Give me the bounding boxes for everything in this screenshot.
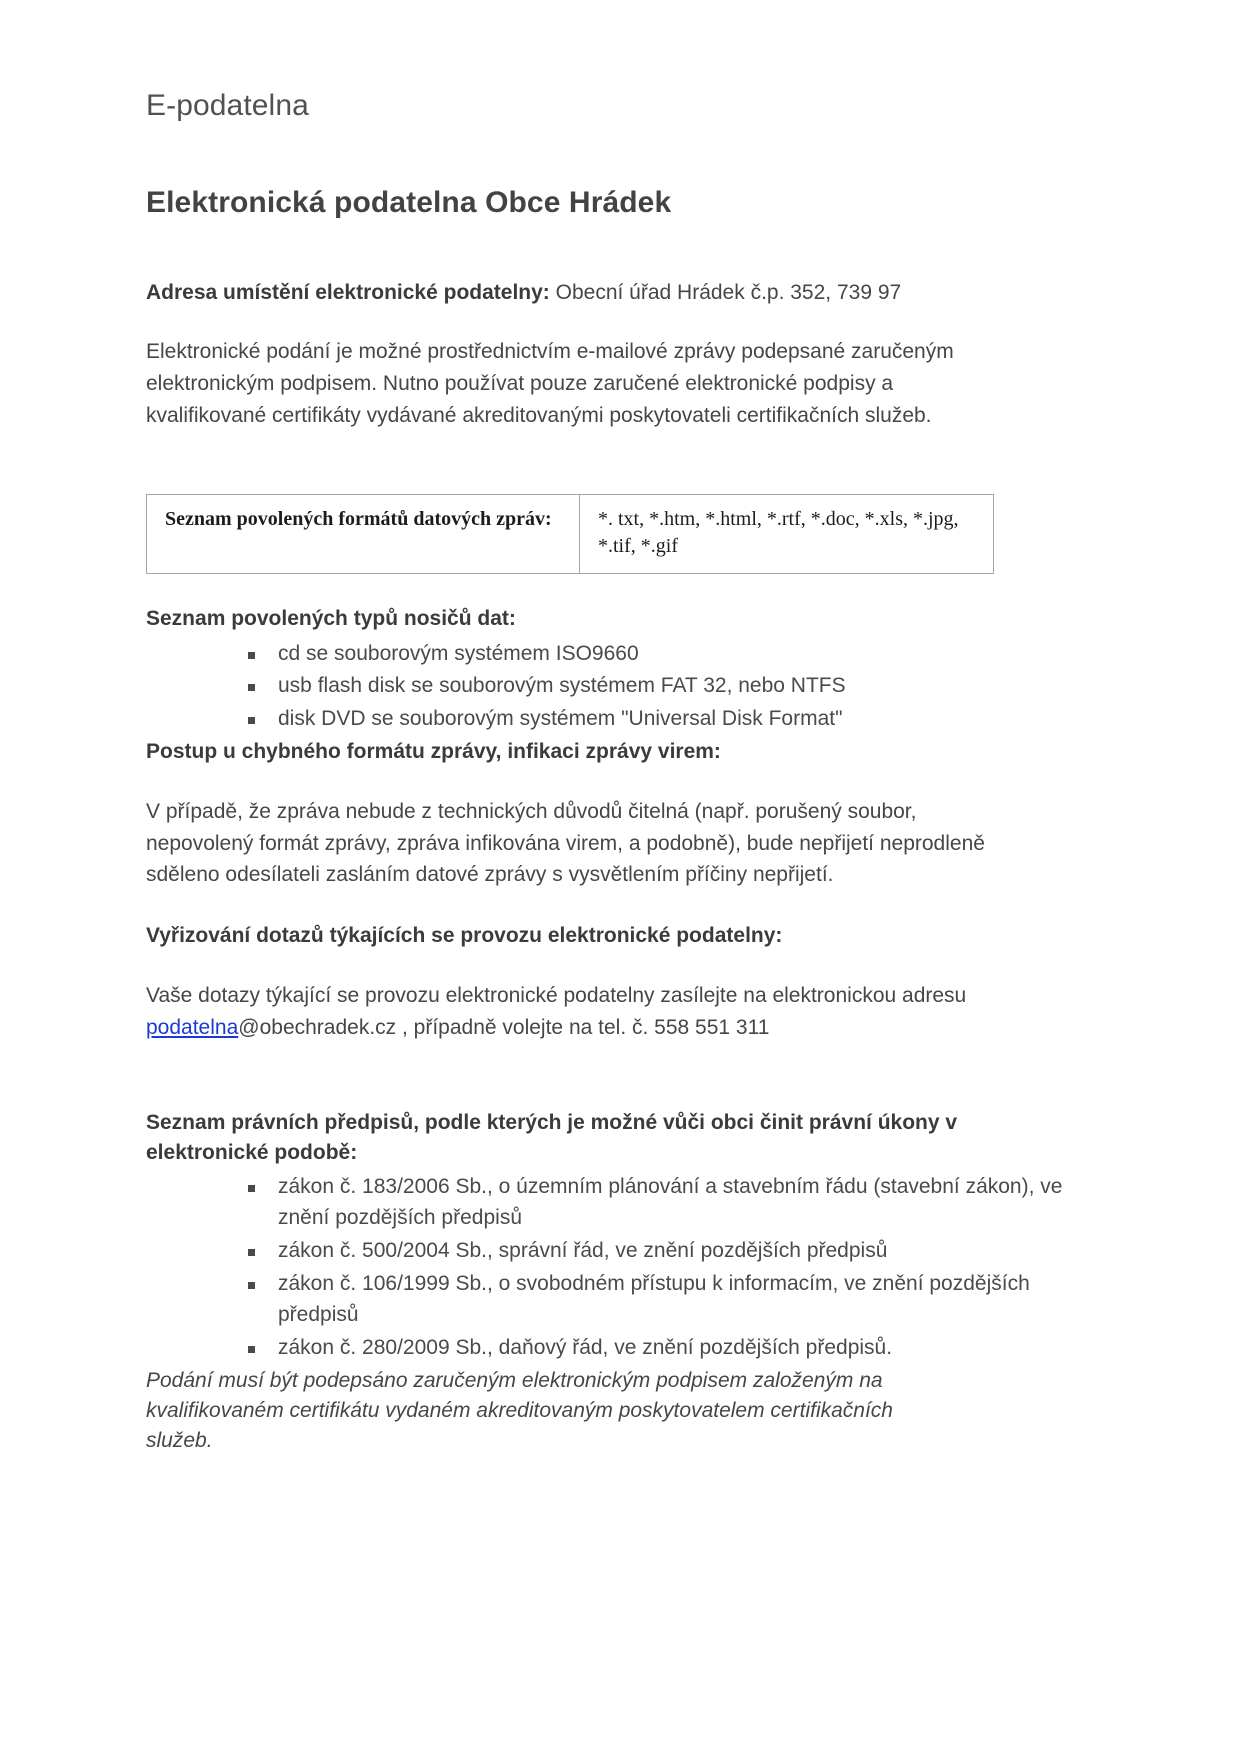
list-item: zákon č. 280/2009 Sb., daňový řád, ve znění pozdějších předpisů. xyxy=(242,1333,1068,1364)
intro-paragraph: Elektronické podání je možné prostřednictvím e-mailové zprávy podepsané zaručeným elektronickým podpisem. Nutno používat pouze zaručené elektronické podpisy a kvalifikované certifikáty vydávané akreditovanými poskytovateli certifikačních služeb. xyxy=(146,340,954,428)
contact-section-heading: Vyřizování dotazů týkajících se provozu elektronické podatelny: xyxy=(146,924,783,948)
formats-label-cell: Seznam povolených formátů datových zpráv: xyxy=(147,495,580,574)
podatelna-email-link[interactable]: podatelna xyxy=(146,1015,239,1039)
list-item: disk DVD se souborovým systémem "Universal Disk Format" xyxy=(242,704,1068,735)
address-line xyxy=(146,278,1094,308)
carriers-heading: Seznam povolených typů nosičů dat: xyxy=(146,607,516,631)
section-spacer xyxy=(146,1044,1094,1078)
laws-list xyxy=(146,1172,1094,1363)
closing-note: Podání musí být podepsáno zaručeným elektronickým podpisem založeným na kvalifikovaném certifikátu vydaném akreditovaným poskytovatelem certifikačních služeb. xyxy=(146,1368,893,1453)
list-item: cd se souborovým systémem ISO9660 xyxy=(242,639,1068,670)
contact-text-before: Vaše dotazy týkající se provozu elektronické podatelny zasílejte na elektronickou adresu xyxy=(146,983,967,1007)
page-title: E-podatelna xyxy=(146,89,309,122)
contact-text-after: @obechradek.cz , případně volejte na tel. č. 558 551 311 xyxy=(238,1015,770,1039)
table-row xyxy=(147,495,994,574)
address-label: Adresa umístění elektronické podatelny: xyxy=(146,281,550,304)
error-section-paragraph: V případě, že zpráva nebude z technických důvodů čitelná (např. porušený soubor, nepovolený formát zprávy, zpráva infikována virem, a podobně), bude nepřijetí neprodleně sděleno odesílateli zasláním datové zprávy s vysvětlením příčiny nepřijetí. xyxy=(146,799,985,887)
laws-section-heading: Seznam právních předpisů, podle kterých je možné vůči obci činit právní úkony v elektronické podobě: xyxy=(146,1110,958,1165)
address-value: Obecní úřad Hrádek č.p. 352, 739 97 xyxy=(549,281,902,304)
carriers-list xyxy=(146,639,1094,736)
list-item: zákon č. 106/1999 Sb., o svobodném přístupu k informacím, ve znění pozdějších předpisů xyxy=(242,1269,1068,1331)
list-item: zákon č. 183/2006 Sb., o územním plánování a stavebním řádu (stavební zákon), ve znění pozdějších předpisů xyxy=(242,1172,1068,1234)
error-section-heading: Postup u chybného formátu zprávy, infikaci zprávy virem: xyxy=(146,740,721,764)
allowed-formats-table xyxy=(146,494,994,574)
formats-value-cell: *. txt, *.htm, *.html, *.rtf, *.doc, *.xls, *.jpg, *.tif, *.gif xyxy=(580,495,994,574)
document-heading: Elektronická podatelna Obce Hrádek xyxy=(146,186,672,219)
list-item: zákon č. 500/2004 Sb., správní řád, ve znění pozdějších předpisů xyxy=(242,1236,1068,1267)
contact-section-paragraph xyxy=(146,980,978,1044)
list-item: usb flash disk se souborovým systémem FAT 32, nebo NTFS xyxy=(242,671,1068,702)
